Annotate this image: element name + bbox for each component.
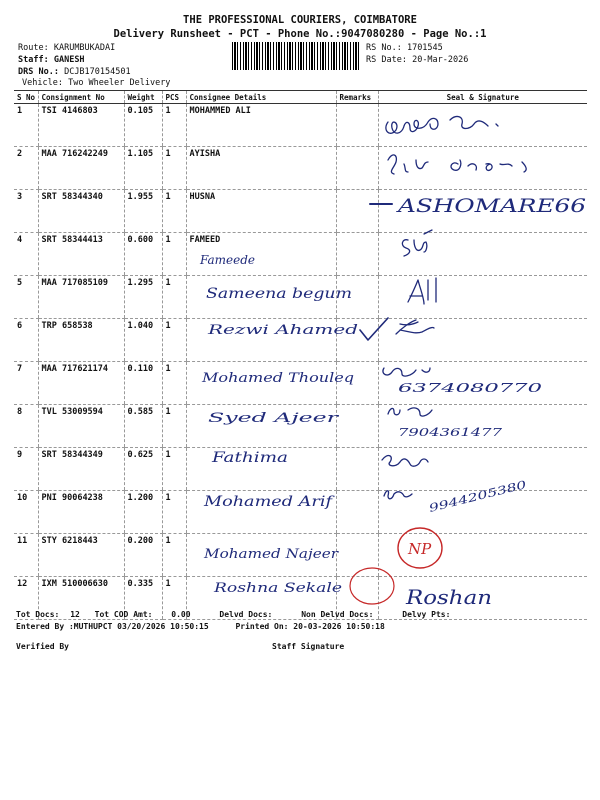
table-row [14,362,587,405]
cell-consignment-no: MAA 717085109 [38,276,124,319]
cell-remarks [336,276,378,319]
table-row [14,190,587,233]
cell-seal-signature [378,233,587,276]
handwritten-name-row-7: Mohamed Thouleq [200,371,354,386]
rs-date-value: 20-Mar-2026 [412,55,469,65]
cell-remarks [336,362,378,405]
cell-consignment-no: MAA 717621174 [38,362,124,405]
cell-consignee [186,276,336,319]
cell-sno: 8 [14,405,38,448]
cell-pcs: 1 [162,405,186,448]
col-header-consignment: Consignment No [38,91,124,104]
cell-remarks [336,491,378,534]
signature-row-12: Roshan [404,585,492,609]
runsheet-title: Delivery Runsheet - PCT - Phone No.:9047080280 - Page No.:1 [113,28,487,40]
table-row [14,319,587,362]
handwritten-name-row-4: Fameede [200,253,256,267]
table-header-row [14,91,587,104]
cell-weight: 0.585 [124,405,162,448]
handwritten-name-row-12: Roshna Sekale [212,581,343,596]
cell-consignment-no: SRT 58344340 [38,190,124,233]
route-label: Route: [18,43,49,53]
table-row [14,104,587,147]
tot-cod-label: Tot COD Amt: [94,610,153,619]
cell-remarks [336,448,378,491]
cell-sno: 3 [14,190,38,233]
cell-sno: 1 [14,104,38,147]
cell-consignment-no: TVL 53009594 [38,405,124,448]
cell-seal-signature [378,405,587,448]
tot-docs-label: Tot Docs: [16,610,60,619]
cell-pcs: 1 [162,448,186,491]
cell-seal-signature [378,491,587,534]
cell-seal-signature [378,147,587,190]
cell-consignee [186,362,336,405]
table-row [14,448,587,491]
company-name: THE PROFESSIONAL COURIERS, COIMBATORE [183,14,417,26]
footer-entry [16,622,385,631]
cell-consignee [186,534,336,577]
footer-totals [16,610,450,619]
cell-seal-signature [378,190,587,233]
table-row [14,147,587,190]
rs-no-label: RS No.: [366,43,402,53]
cell-consignment-no: SRT 58344413 [38,233,124,276]
cell-remarks [336,147,378,190]
cell-pcs: 1 [162,190,186,233]
cell-remarks [336,233,378,276]
cell-sno: 9 [14,448,38,491]
cell-consignment-no: TRP 658538 [38,319,124,362]
col-header-pcs: PCS [162,91,186,104]
cell-consignee: FAMEED [186,233,336,276]
cell-weight: 1.040 [124,319,162,362]
drs-value: DCJB170154501 [64,67,131,77]
cell-consignment-no: IXM 510006630 [38,577,124,620]
cell-sno: 5 [14,276,38,319]
cell-consignee [186,405,336,448]
cell-weight: 0.200 [124,534,162,577]
phone-row-7: 6374080770 [398,381,543,395]
non-delvd-docs-label: Non Delvd Docs: [301,610,374,619]
cell-sno: 2 [14,147,38,190]
staff-label: Staff: [18,55,49,65]
table-row [14,491,587,534]
cell-consignment-no: SRT 58344349 [38,448,124,491]
col-header-sno: S No [14,91,38,104]
cell-pcs: 1 [162,362,186,405]
rs-no-line [366,43,443,53]
tot-cod-value: 0.00 [171,610,191,619]
handwritten-name-row-6: Rezwi Ahamed [206,323,358,338]
phone-row-10: 9944205380 [427,485,499,515]
cell-consignee [186,448,336,491]
staff-value: GANESH [53,55,85,65]
cell-pcs: 1 [162,577,186,620]
barcode [232,42,360,70]
cell-consignment-no: PNI 90064238 [38,491,124,534]
runsheet-table [14,90,587,620]
cell-seal-signature [378,319,587,362]
cell-weight: 1.105 [124,147,162,190]
vehicle-label: Vehicle: [22,78,63,88]
table-row [14,233,587,276]
cell-consignee [186,319,336,362]
cell-sno: 6 [14,319,38,362]
cell-pcs: 1 [162,147,186,190]
cell-consignee: HUSNA [186,190,336,233]
cell-consignee: MOHAMMED ALI [186,104,336,147]
vehicle-line [22,78,170,88]
cell-remarks [336,190,378,233]
entered-by-value: MUTHUPCT 03/20/2026 10:50:15 [73,622,209,631]
cell-weight: 1.295 [124,276,162,319]
cell-consignment-no: STY 6218443 [38,534,124,577]
cell-remarks [336,405,378,448]
staff-line [18,55,85,65]
cell-weight: 0.110 [124,362,162,405]
handwritten-name-row-11: Mohamed Najeer [202,547,339,562]
cell-weight: 1.200 [124,491,162,534]
col-header-remarks: Remarks [336,91,378,104]
rs-date-label: RS Date: [366,55,407,65]
entered-by-label: Entered By : [16,622,74,631]
printed-on-label: Printed On: [235,622,289,631]
cell-weight: 0.335 [124,577,162,620]
cell-remarks [336,319,378,362]
delvd-docs-label: Delvd Docs: [219,610,273,619]
rs-date-line [366,55,468,65]
cell-weight: 1.955 [124,190,162,233]
handwritten-name-row-5: Sameena begum [206,286,352,302]
cell-seal-signature [378,362,587,405]
cell-seal-signature [378,534,587,577]
staff-signature: Staff Signature [272,642,345,651]
cell-seal-signature [378,104,587,147]
cell-pcs: 1 [162,233,186,276]
cell-seal-signature [378,276,587,319]
drs-label: DRS No.: [18,67,59,77]
cell-weight: 0.600 [124,233,162,276]
cell-sno: 12 [14,577,38,620]
cell-sno: 4 [14,233,38,276]
route-line [18,43,115,53]
cell-sno: 11 [14,534,38,577]
np-stamp-text: NP [408,540,432,558]
cell-consignee: AYISHA [186,147,336,190]
rs-no-value: 1701545 [406,43,443,53]
cell-consignment-no: MAA 716242249 [38,147,124,190]
verified-by: Verified By [16,642,69,651]
cell-consignment-no: TSI 4146803 [38,104,124,147]
cell-pcs: 1 [162,104,186,147]
cell-remarks [336,534,378,577]
table-row [14,405,587,448]
tot-docs-value: 12 [70,610,80,619]
cell-seal-signature [378,448,587,491]
col-header-consignee: Consignee Details [186,91,336,104]
handwritten-name-row-10: Mohamed Arif [202,494,336,510]
cell-pcs: 1 [162,491,186,534]
table-body [14,104,587,620]
col-header-weight: Weight [124,91,162,104]
printed-on-value: 20-03-2026 10:50:18 [293,622,385,631]
cell-remarks [336,104,378,147]
vehicle-value: Two Wheeler Delivery [68,78,171,88]
cell-pcs: 1 [162,276,186,319]
phone-row-8: 7904361477 [398,426,502,439]
cell-weight: 0.105 [124,104,162,147]
cell-pcs: 1 [162,319,186,362]
cell-sno: 7 [14,362,38,405]
signature-row-3: ASHOMARE66 [395,195,586,217]
col-header-signature: Seal & Signature [378,91,587,104]
route-value: KARUMBUKADAI [53,43,116,53]
table-row [14,276,587,319]
handwritten-name-row-8: Syed Ajeer [208,411,340,426]
cell-weight: 0.625 [124,448,162,491]
cell-sno: 10 [14,491,38,534]
cell-pcs: 1 [162,534,186,577]
drs-line [18,67,131,77]
cell-consignee [186,491,336,534]
table-row [14,534,587,577]
delvy-pts-label: Delvy Pts: [402,610,451,619]
handwritten-name-row-9: Fathima [210,450,288,466]
